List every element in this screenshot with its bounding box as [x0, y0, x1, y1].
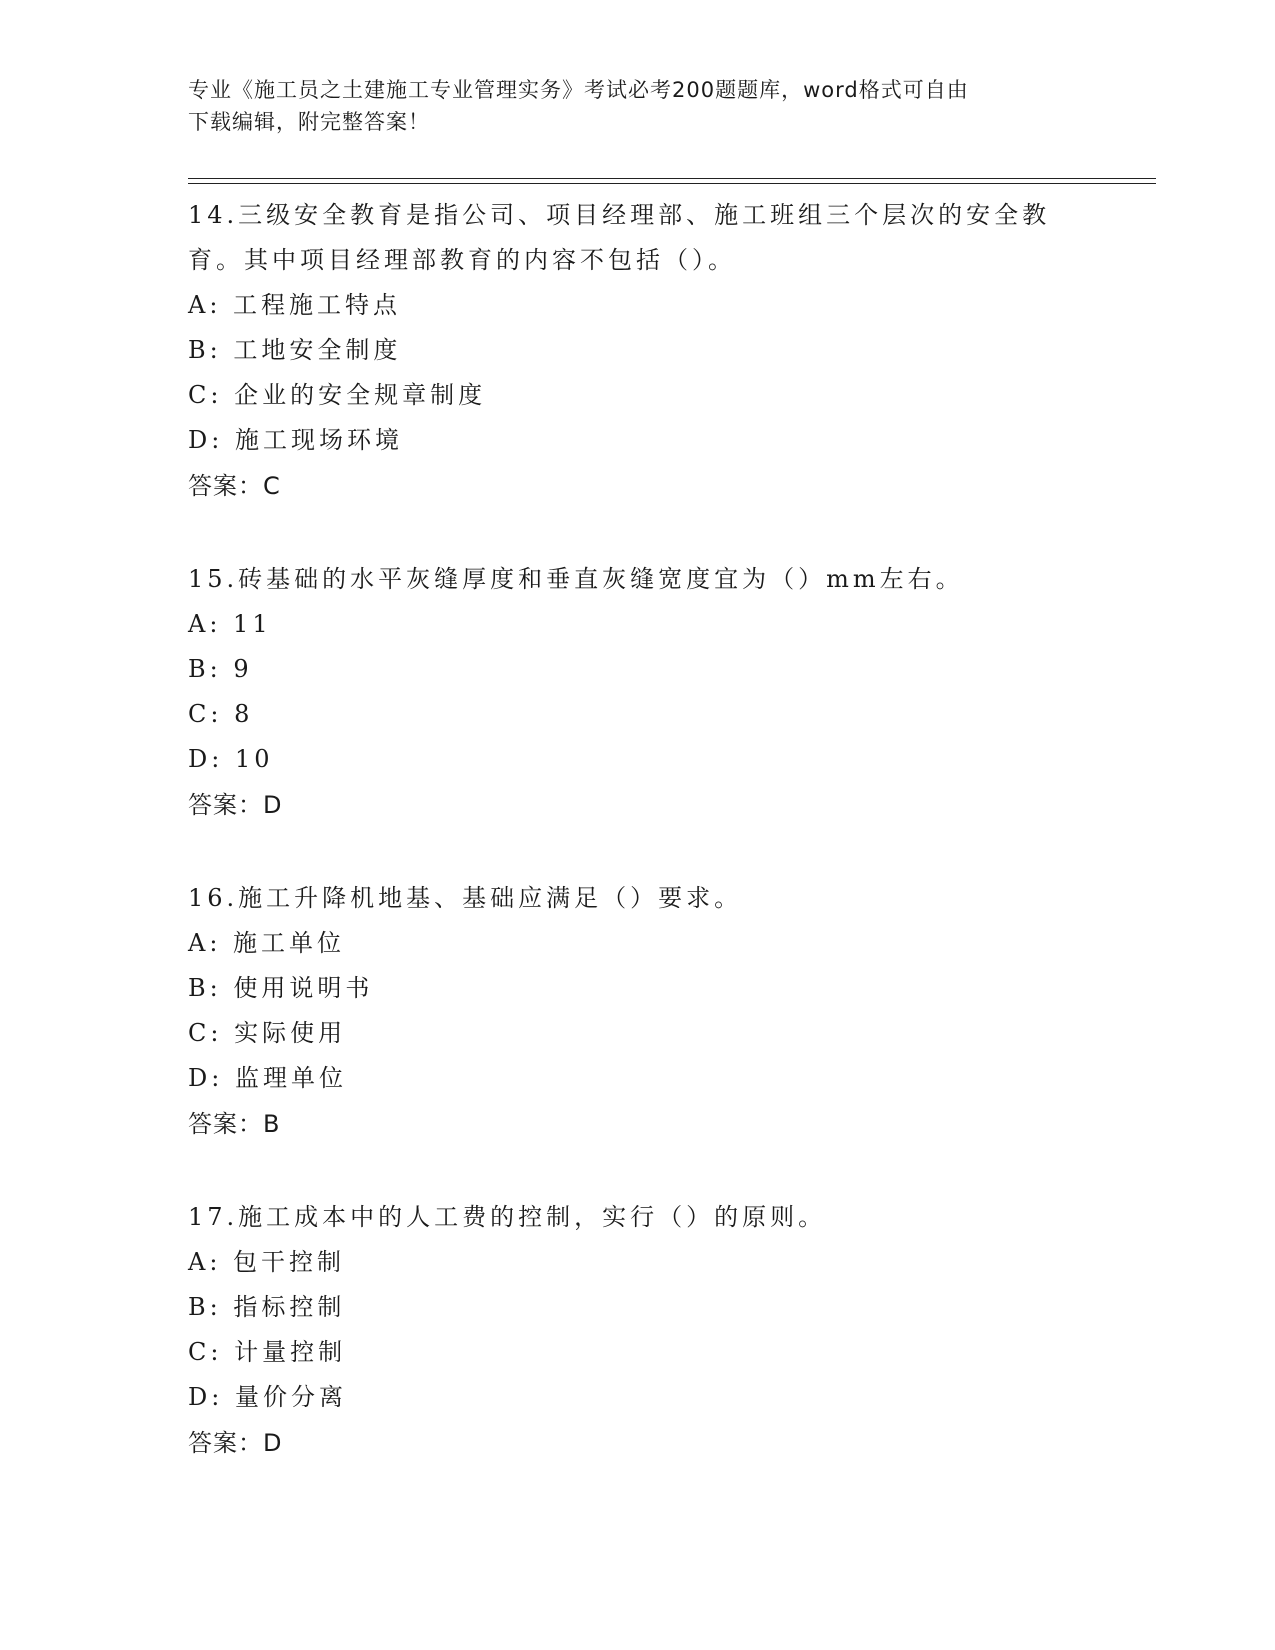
question-spacer: [188, 1147, 1108, 1192]
option-c: C: 企业的安全规章制度: [188, 381, 487, 409]
question-16: [188, 873, 1108, 1147]
option-d: D: 监理单位: [188, 1064, 347, 1092]
option-a: A: 施工单位: [188, 929, 346, 957]
header-divider-top: [188, 178, 1156, 179]
option-d: D: 施工现场环境: [188, 426, 403, 454]
question-stem-line-1: 14.三级安全教育是指公司、项目经理部、施工班组三个层次的安全教: [188, 201, 1051, 229]
question-spacer: [188, 828, 1108, 873]
option-b: B: 9: [188, 655, 253, 683]
header-line-2: 下载编辑，附完整答案！: [188, 110, 430, 134]
option-a: A: 包干控制: [188, 1248, 346, 1276]
question-stem: 16.施工升降机地基、基础应满足（）要求。: [188, 884, 743, 912]
answer: 答案：D: [188, 1429, 283, 1457]
option-a: A: 11: [188, 610, 272, 638]
question-stem: 17.施工成本中的人工费的控制，实行（）的原则。: [188, 1203, 827, 1231]
option-d: D: 10: [188, 745, 274, 773]
option-c: C: 实际使用: [188, 1019, 347, 1047]
question-15: [188, 554, 1108, 828]
option-a: A: 工程施工特点: [188, 291, 402, 319]
option-b: B: 使用说明书: [188, 974, 374, 1002]
header-divider-bottom: [188, 183, 1156, 184]
option-b: B: 工地安全制度: [188, 336, 402, 364]
option-d: D: 量价分离: [188, 1383, 347, 1411]
document-header: [188, 74, 1088, 138]
option-b: B: 指标控制: [188, 1293, 346, 1321]
question-14: [188, 190, 1108, 509]
question-stem-line-2: 育。其中项目经理部教育的内容不包括（）。: [188, 246, 736, 274]
option-c: C: 8: [188, 700, 254, 728]
header-line-1: 专业《施工员之土建施工专业管理实务》考试必考200题题库，word格式可自由: [188, 78, 969, 102]
question-17: [188, 1192, 1108, 1466]
answer: 答案：C: [188, 472, 281, 500]
question-stem: 15.砖基础的水平灰缝厚度和垂直灰缝宽度宜为（）mm左右。: [188, 565, 964, 593]
option-c: C: 计量控制: [188, 1338, 347, 1366]
answer: 答案：B: [188, 1110, 281, 1138]
question-spacer: [188, 509, 1108, 554]
answer: 答案：D: [188, 791, 283, 819]
question-stem: [188, 190, 1108, 283]
question-list: [188, 190, 1108, 1466]
